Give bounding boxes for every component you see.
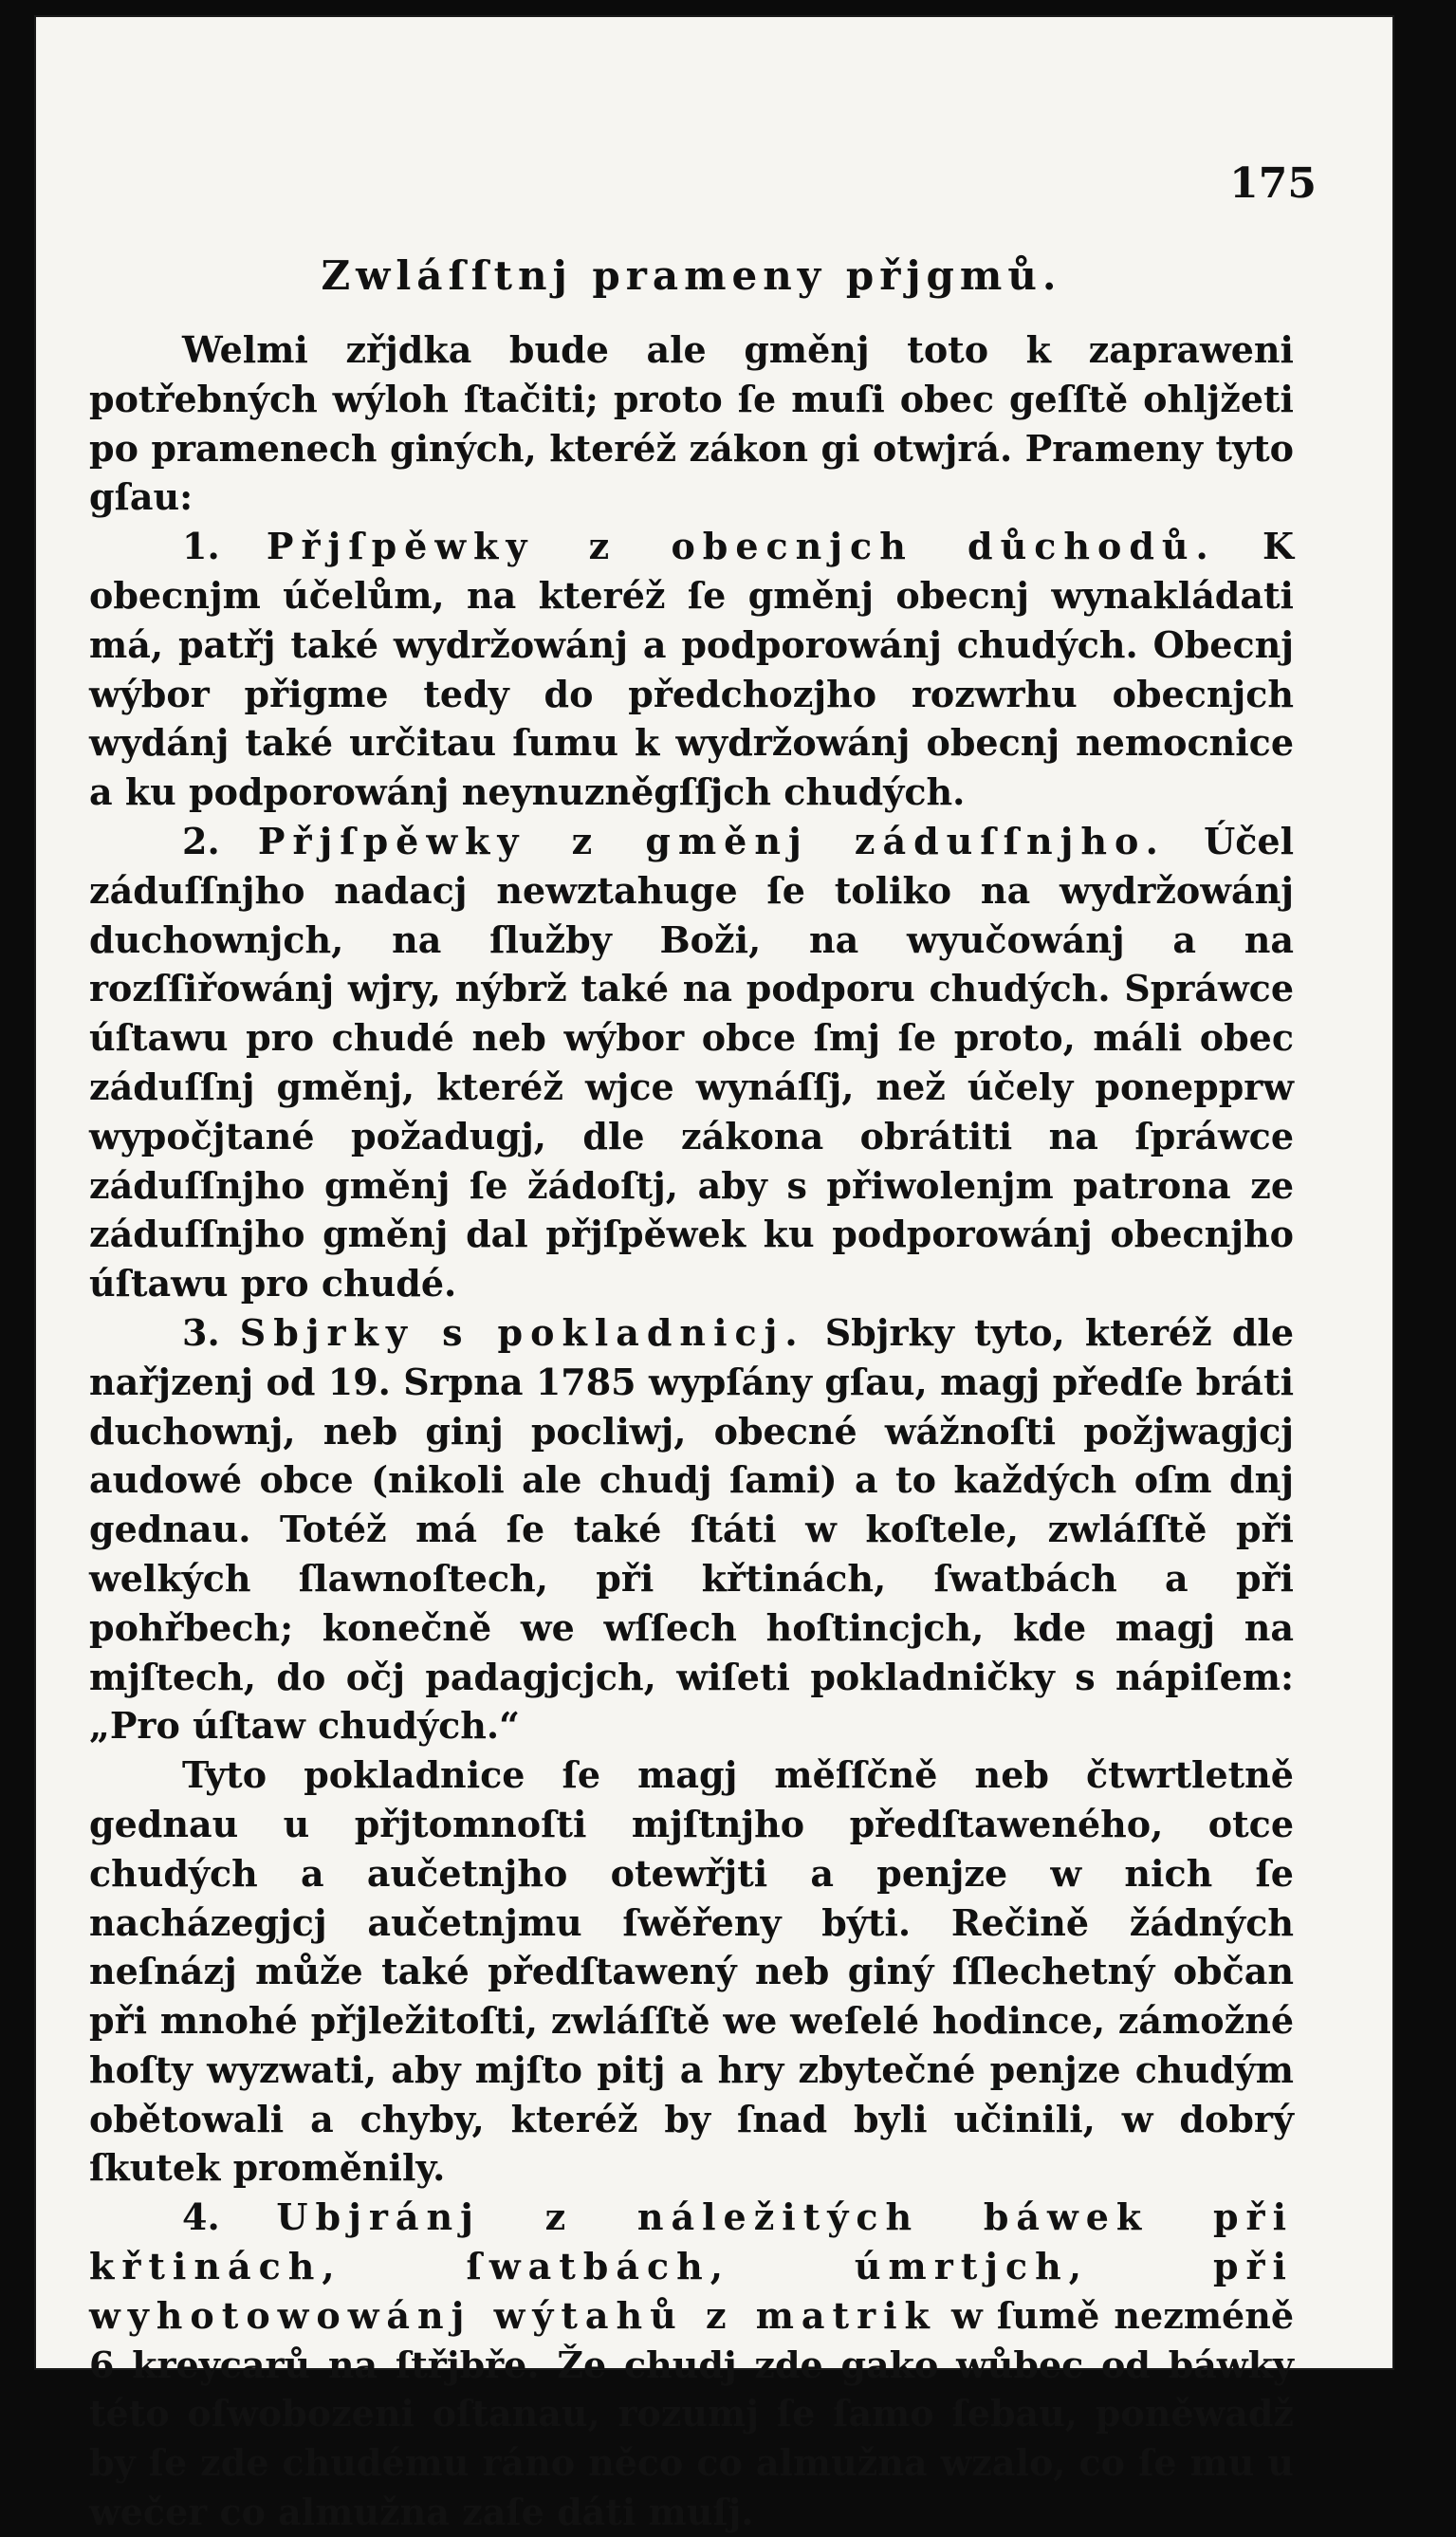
item-title: Přjſpěwky z gměnj záduſſnjho. — [257, 819, 1166, 862]
paragraph-text: K obecnjm účelům, na kteréž ſe gměnj obecnj wynakládati má, patřj také wydržowánj a podporowánj chudých. Obecnj wýbor přigme tedy do předchozjho rozwrhu obecnjch wydánj také určitau ſumu k wydržowánj obecnj nemocnice a ku podporowánj neynuzněgſſjch chudých. — [89, 525, 1295, 814]
item-number: 3. — [182, 1310, 220, 1354]
paragraph-text: w ſumě nezméně 6 kreycarů na ſtřjbře. Že chudj zde gako wůbec od báwky této oſwobozeni oſtanau, rozumj ſe ſamo ſebau, poněwadž by ſe zde chudému ráno něco co almužna wzalo, co ſe mu u wečer co almužna zaſe dáti muſj. — [89, 2293, 1295, 2534]
page-content — [89, 169, 1294, 2537]
paragraph-text: Welmi zřjdka bude ale gměnj toto k zapraweni potřebných wýloh ſtačiti; proto ſe muſi obec geſſtě ohljžeti po pramenech giných, kteréž zákon gi otwjrá. Prameny tyto gſau: — [89, 328, 1294, 519]
section-heading: Zwláſſtnj prameny přjgmů. — [321, 252, 1062, 299]
paragraph-item-3 — [89, 1308, 1294, 1750]
paragraph-item-2 — [89, 817, 1294, 1308]
paragraph-item-1 — [89, 522, 1294, 817]
item-title: Sbjrky s pokladnicj. — [239, 1310, 805, 1354]
paragraph-text: Sbjrky tyto, kteréž dle nařjzenj od 19. Srpna 1785 wypſány gſau, magj předſe bráti duchownj, neb ginj pocliwj, obecné wážnoſti požjwagjcj audowé obce (nikoli ale chudj ſami) a to každých oſm dnj gednau. Totéž má ſe také ſtáti w koſtele, zwláſſtě při welkých ſlawnoſtech, při křtinách, ſwatbách a při pohřbech; konečně we wſſech hoſtincjch, kde magj na mjſtech, do očj padagjcjch, wiſeti pokladničky s nápiſem: „Pro úſtaw chudých.“ — [89, 1310, 1294, 1748]
page-number: 175 — [1229, 159, 1317, 208]
item-number: 1. — [182, 525, 220, 568]
item-title: Ubjránj z náležitých báwek při křtinách, ſwatbách, úmrtjch, při wyhotowowánj wýtahů z matrik — [89, 2195, 1295, 2337]
paragraph-item-4 — [89, 2193, 1294, 2537]
paragraph-text: Tyto pokladnice ſe magj měſſčně neb čtwrtletně gednau u přjtomnoſti mjſtnjho předſtaweného, otce chudých a aučetnjho otewřjti a penjze w nich ſe nacházegjcj aučetnjmu ſwěřeny býti. Rečině žádných neſnázj může také předſtawený neb giný ſſlechetný občan při mnohé přjležitoſti, zwláſſtě we weſelé hodince, zámožné hoſty wyzwati, aby mjſto pitj a hry zbytečné penjze chudým obětowali a chyby, kteréž by ſnad byli učinili, w dobrý ſkutek proměnily. — [89, 1753, 1294, 2190]
paragraph-intro — [89, 325, 1294, 522]
item-number: 4. — [182, 2195, 220, 2239]
item-title: Přjſpěwky z obecnjch důchodů. — [266, 525, 1216, 568]
paragraph-collection-boxes — [89, 1750, 1294, 2193]
item-number: 2. — [182, 819, 220, 862]
paragraph-text: Účel záduſſnjho nadacj newztahuge ſe toliko na wydržowánj duchownjch, na ſlužby Boži, na wyučowánj a na rozſſiřowánj wjry, nýbrž také na podporu chudých. Spráwce úſtawu pro chudé neb wýbor obce ſmj ſe proto, máli obec záduſſnj gměnj, kteréž wjce wynáſſj, než účely ponepprw wypočjtané požadugj, dle zákona obrátiti na ſpráwce záduſſnjho gměnj ſe žádoſtj, aby s přiwolenjm patrona ze záduſſnjho gměnj dal přjſpěwek ku podporowánj obecnjho úſtawu pro chudé. — [89, 819, 1295, 1306]
book-page — [36, 17, 1392, 2534]
